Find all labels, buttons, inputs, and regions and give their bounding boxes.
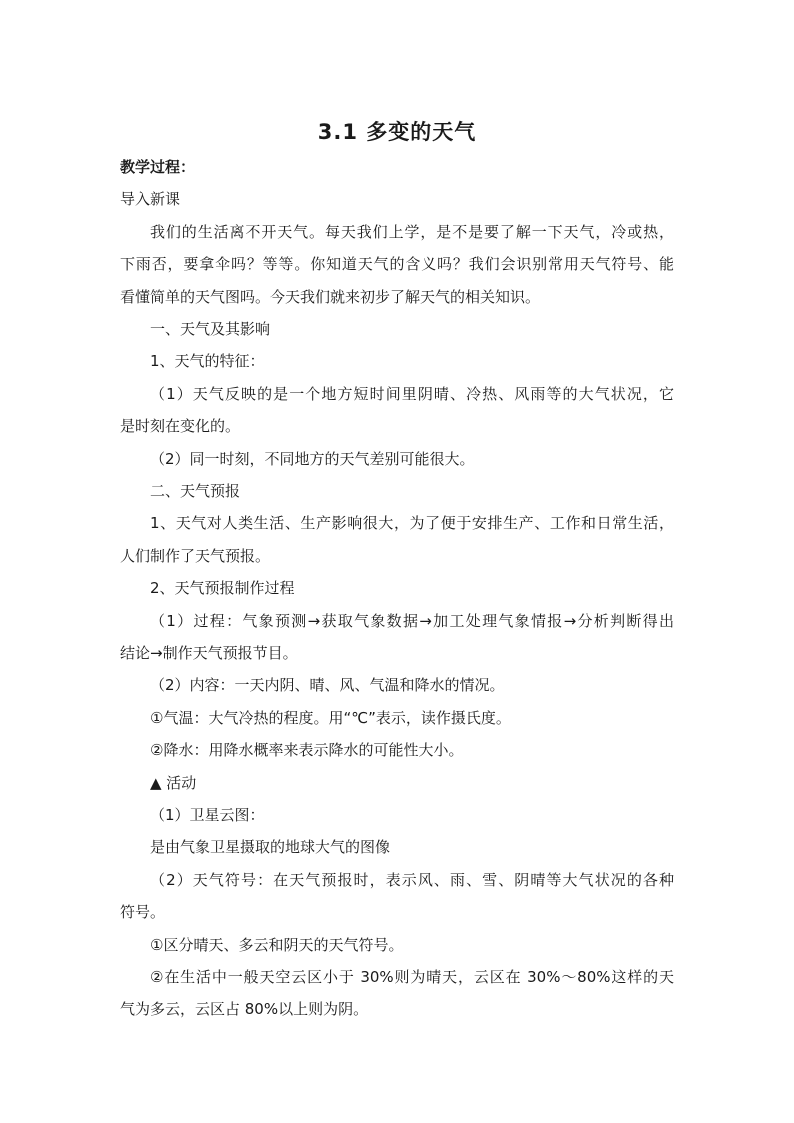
body-line: 看懂简单的天气图吗。今天我们就来初步了解天气的相关知识。	[120, 287, 541, 306]
body-line: ②降水：用降水概率来表示降水的可能性大小。	[150, 741, 464, 760]
body-line: 人们制作了天气预报。	[120, 546, 271, 565]
body-line: 气为多云，云区占 80%以上则为阴。	[120, 1000, 369, 1019]
body-line: 下雨否，要拿伞吗？等等。你知道天气的含义吗？我们会识别常用天气符号、能	[120, 255, 674, 274]
body-line: 2、天气预报制作过程	[150, 579, 295, 598]
body-line: 是由气象卫星摄取的地球大气的图像	[150, 838, 391, 857]
body-line: 1、天气对人类生活、生产影响很大，为了便于安排生产、工作和日常生活，	[150, 514, 674, 533]
body-line: （2）内容：一天内阴、晴、风、气温和降水的情况。	[150, 676, 505, 695]
body-line: ①气温：大气冷热的程度。用“℃”表示，读作摄氏度。	[150, 708, 511, 727]
body-line: ②在生活中一般天空云区小于 30%则为晴天，云区在 30%～80%这样的天	[150, 968, 674, 986]
body-line: （2）同一时刻，不同地方的天气差别可能很大。	[150, 449, 475, 468]
body-line: 1、天气的特征：	[150, 352, 265, 371]
body-line: 导入新课	[120, 190, 181, 209]
body-line: 符号。	[120, 903, 166, 922]
body-line: 结论→制作天气预报节目。	[120, 644, 298, 662]
body-line: 一、天气及其影响	[150, 320, 271, 338]
body-line: 我们的生活离不开天气。每天我们上学，是不是要了解一下天气，冷或热，	[150, 222, 674, 241]
body-line: （1）过程：气象预测→获取气象数据→加工处理气象情报→分析判断得出	[150, 611, 674, 630]
body-line: （2）天气符号：在天气预报时，表示风、雨、雪、阴晴等大气状况的各种	[150, 870, 674, 889]
body-line: （1）卫星云图：	[150, 806, 265, 824]
page-title: 3.1 多变的天气	[317, 120, 477, 144]
body-line: ①区分晴天、多云和阴天的天气符号。	[150, 935, 404, 954]
body-line: 教学过程：	[120, 158, 196, 176]
body-line: ▲ 活动	[150, 773, 197, 792]
body-line: 是时刻在变化的。	[120, 417, 241, 436]
body-line: （1）天气反映的是一个地方短时间里阴晴、冷热、风雨等的大气状况，它	[150, 384, 674, 403]
body-line: 二、天气预报	[150, 482, 241, 500]
